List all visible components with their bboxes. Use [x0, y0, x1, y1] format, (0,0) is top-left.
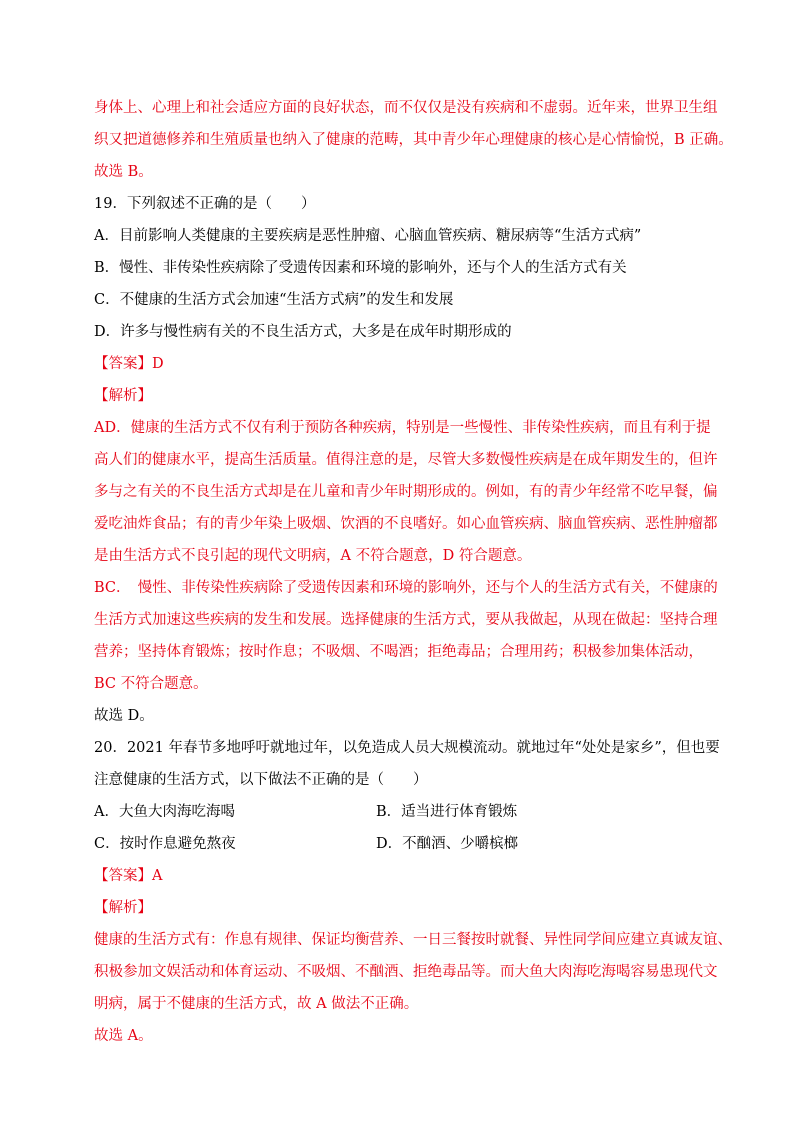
prev-explanation: [94, 92, 733, 188]
analysis-line: 明病，属于不健康的生活方式，故 A 做法不正确。: [94, 996, 419, 1012]
explanation-line: 身体上、心理上和社会适应方面的良好状态，而不仅仅是没有疾病和不虚弱。近年来，世界卫生组: [94, 100, 718, 116]
option-c: C．按时作息避免熬夜: [94, 836, 236, 852]
analysis-body: [94, 412, 720, 700]
analysis-label: 【解析】: [94, 900, 152, 916]
conclusion-line: 故选 B。: [94, 164, 153, 180]
question-stem: 20．2021 年春节多地呼吁就地过年，以免造成人员大规模流动。就地过年“处处是家乡”，但也要: [94, 740, 720, 756]
explanation-line: 织又把道德修养和生殖质量也纳入了健康的范畴，其中青少年心理健康的核心是心情愉悦，B 正确。: [94, 132, 733, 148]
analysis-line: AD．健康的生活方式不仅有利于预防各种疾病，特别是一些慢性、非传染性疾病，而且有利于提: [94, 420, 711, 436]
conclusion-line: 故选 A。: [94, 1028, 153, 1044]
conclusion-line: 故选 D。: [94, 708, 154, 724]
analysis-line: 积极参加文娱活动和体育运动、不吸烟、不酗酒、拒绝毒品等。而大鱼大肉海吃海喝容易患现代文: [94, 964, 718, 980]
answer-label: 【答案】: [94, 356, 152, 372]
answer-value: D: [152, 356, 164, 372]
analysis-line: BC 不符合题意。: [94, 676, 208, 692]
analysis-label: 【解析】: [94, 388, 152, 404]
analysis-line: 健康的生活方式有：作息有规律、保证均衡营养、一日三餐按时就餐、异性同学间应建立真诚友谊、: [94, 932, 732, 948]
options-row: [94, 796, 720, 828]
question-stem: 注意健康的生活方式，以下做法不正确的是（ ）: [94, 772, 428, 788]
option-b: B．慢性、非传染性疾病除了受遗传因素和环境的影响外，还与个人的生活方式有关: [94, 260, 627, 276]
answer-value: A: [152, 868, 163, 884]
analysis-line: 是由生活方式不良引起的现代文明病，A 不符合题意，D 符合题意。: [94, 548, 532, 564]
document-page: [94, 92, 733, 1052]
analysis-line: 营养；坚持体育锻炼；按时作息；不吸烟、不喝酒；拒绝毒品；合理用药；积极参加集体活动，: [94, 644, 703, 660]
answer-line: [94, 860, 720, 892]
analysis-line: 多与之有关的不良生活方式却是在儿童和青少年时期形成的。例如，有的青少年经常不吃早餐，偏: [94, 484, 718, 500]
answer-label: 【答案】: [94, 868, 152, 884]
option-d: D．许多与慢性病有关的不良生活方式，大多是在成年时期形成的: [94, 324, 512, 340]
option-d: D．不酗酒、少嚼槟榔: [376, 836, 519, 852]
analysis-line: BC． 慢性、非传染性疾病除了受遗传因素和环境的影响外，还与个人的生活方式有关，不健康的: [94, 580, 718, 596]
option-a: A．目前影响人类健康的主要疾病是恶性肿瘤、心脑血管疾病、糖尿病等“生活方式病”: [94, 228, 642, 244]
option-b: B．适当进行体育锻炼: [376, 804, 518, 820]
analysis-body: [94, 924, 732, 1020]
question-stem: 19．下列叙述不正确的是（ ）: [94, 196, 316, 212]
analysis-line: 生活方式加速这些疾病的发生和发展。选择健康的生活方式，要从我做起，从现在做起：坚持合理: [94, 612, 718, 628]
question-19: [94, 188, 720, 732]
option-a: A．大鱼大肉海吃海喝: [94, 804, 235, 820]
option-c: C．不健康的生活方式会加速“生活方式病”的发生和发展: [94, 292, 454, 308]
options-row: [94, 828, 720, 860]
analysis-line: 高人们的健康水平，提高生活质量。值得注意的是，尽管大多数慢性疾病是在成年期发生的，但许: [94, 452, 718, 468]
question-20: [94, 732, 732, 1052]
answer-line: [94, 348, 720, 380]
analysis-line: 爱吃油炸食品；有的青少年染上吸烟、饮酒的不良嗜好。如心血管疾病、脑血管疾病、恶性肿瘤都: [94, 516, 718, 532]
